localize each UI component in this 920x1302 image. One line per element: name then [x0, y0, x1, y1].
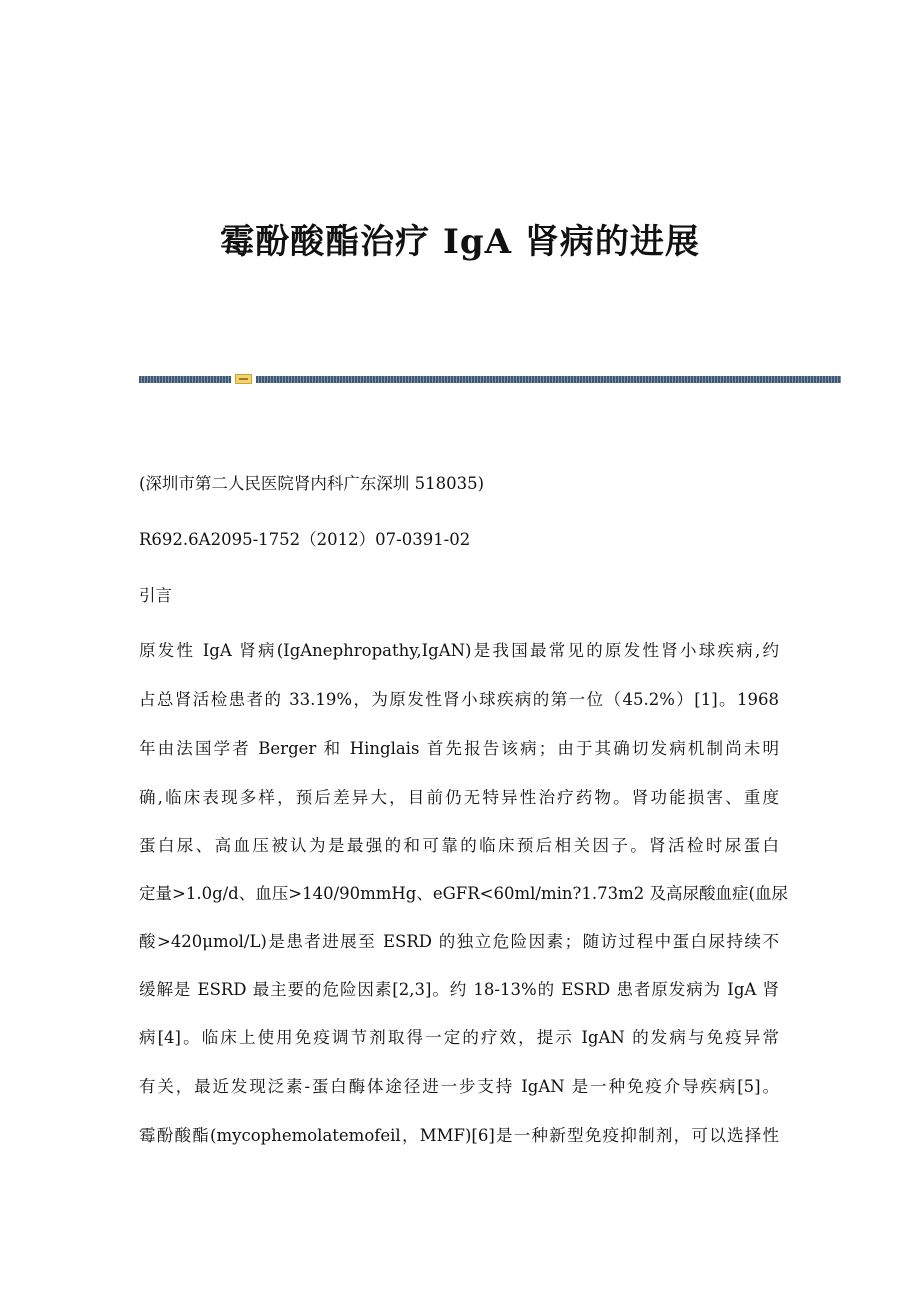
body-line: 占总肾活检患者的 33.19%，为原发性肾小球疾病的第一位（45.2%）[1]。1968: [139, 690, 779, 709]
affiliation: (深圳市第二人民医院肾内科广东深圳 518035): [139, 474, 485, 493]
divider-bar-right: [256, 376, 841, 383]
body-line: 有关，最近发现泛素-蛋白酶体途径进一步支持 IgAN 是一种免疫介导疾病[5]。: [139, 1077, 779, 1096]
body-line: 原发性 IgA 肾病(IgAnephropathy,IgAN)是我国最常见的原发性肾小球疾病,约: [139, 641, 779, 660]
body-line: 定量>1.0g/d、血压>140/90mmHg、eGFR<60ml/min?1.73m2 及高尿酸血症(血尿: [139, 884, 788, 903]
body-line: 确,临床表现多样，预后差异大，目前仍无特异性治疗药物。肾功能损害、重度: [139, 788, 779, 807]
body-line: 缓解是 ESRD 最主要的危险因素[2,3]。约 18-13%的 ESRD 患者原发病为 IgA 肾: [139, 980, 779, 999]
divider-emblem-icon: [235, 374, 252, 384]
document-title: 霉酚酸酯治疗 IgA 肾病的进展: [220, 222, 700, 262]
classification-code: R692.6A2095-1752（2012）07-0391-02: [139, 530, 471, 549]
body-line: 酸>420μmol/L)是患者进展至 ESRD 的独立危险因素；随访过程中蛋白尿持续不: [139, 932, 779, 951]
title-divider: [139, 374, 841, 384]
divider-bar-left: [139, 376, 231, 383]
body-line: 年由法国学者 Berger 和 Hinglais 首先报告该病；由于其确切发病机制尚未明: [139, 739, 779, 758]
body-line: 病[4]。临床上使用免疫调节剂取得一定的疗效，提示 IgAN 的发病与免疫异常: [139, 1028, 779, 1047]
body-line: 霉酚酸酯(mycophemolatemofeil，MMF)[6]是一种新型免疫抑制剂，可以选择性: [139, 1126, 779, 1145]
section-heading: 引言: [139, 586, 172, 605]
body-line: 蛋白尿、高血压被认为是最强的和可靠的临床预后相关因子。肾活检时尿蛋白: [139, 836, 779, 855]
